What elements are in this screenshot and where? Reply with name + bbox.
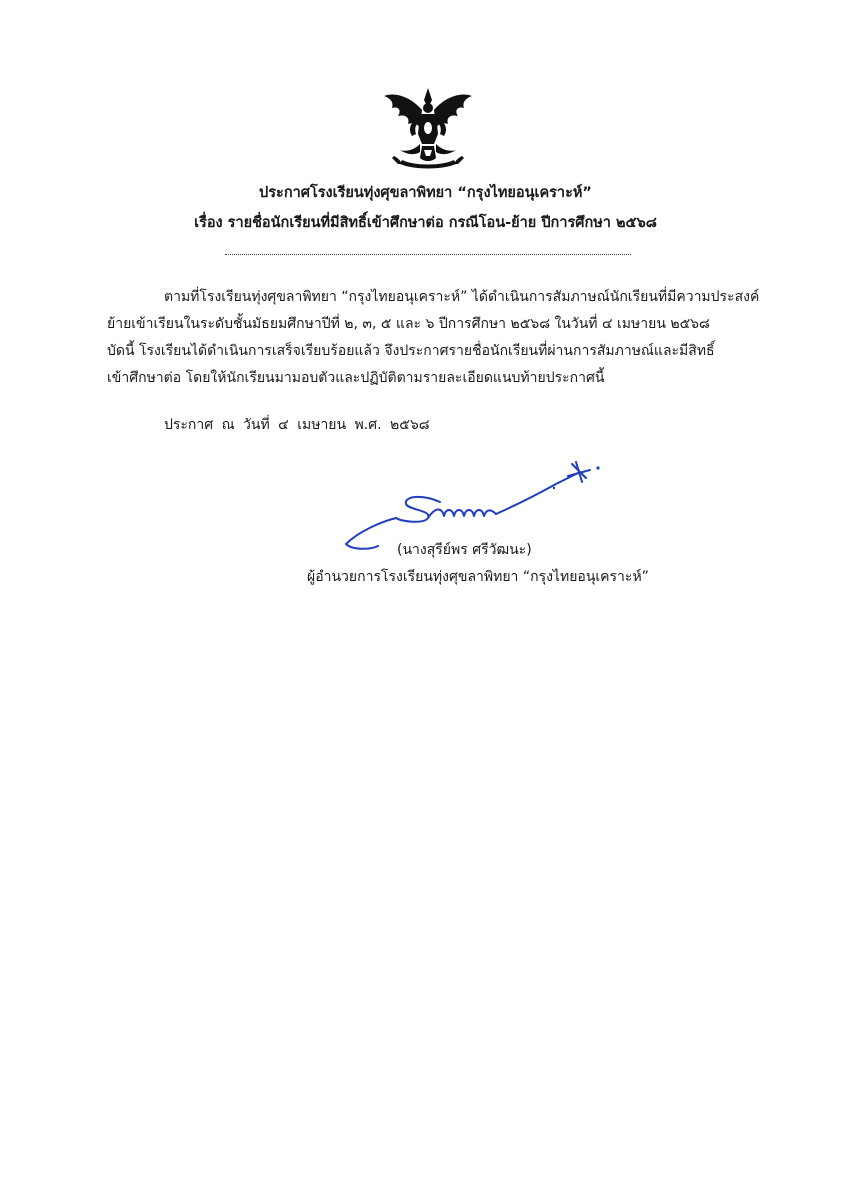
signer-name: (นางสุรีย์พร ศรีวัฒนะ): [397, 542, 532, 558]
body-paragraph-line: ย้ายเข้าเรียนในระดับชั้นมัธยมศึกษาปีที่ ๒, ๓, ๕ และ ๖ ปีการศึกษา ๒๕๖๘ ในวันที่ ๔ เมษายน ๒๕๖๘: [107, 316, 710, 332]
announcement-subject: เรื่อง รายชื่อนักเรียนที่มีสิทธิ์เข้าศึกษาต่อ กรณีโอน-ย้าย ปีการศึกษา ๒๕๖๘: [194, 215, 657, 231]
garuda-emblem-icon: [380, 86, 476, 172]
announcement-date: ประกาศ ณ วันที่ ๔ เมษายน พ.ศ. ๒๕๖๘: [164, 417, 430, 433]
body-paragraph-line: ตามที่โรงเรียนทุ่งศุขลาพิทยา “กรุงไทยอนุเคราะห์” ได้ดำเนินการสัมภาษณ์นักเรียนที่มีความประสงค์: [164, 289, 760, 305]
announcement-title: ประกาศโรงเรียนทุ่งศุขลาพิทยา “กรุงไทยอนุเคราะห์”: [259, 185, 592, 201]
signer-title: ผู้อำนวยการโรงเรียนทุ่งศุขลาพิทยา “กรุงไทยอนุเคราะห์”: [307, 569, 649, 585]
dotted-divider: [225, 254, 631, 255]
body-paragraph-line: เข้าศึกษาต่อ โดยให้นักเรียนมามอบตัวและปฏิบัติตามรายละเอียดแนบท้ายประกาศนี้: [107, 370, 605, 386]
body-paragraph-line: บัดนี้ โรงเรียนได้ดำเนินการเสร็จเรียบร้อยแล้ว จึงประกาศรายชื่อนักเรียนที่ผ่านการสัมภาษณ์และมีสิทธิ์: [107, 343, 715, 359]
